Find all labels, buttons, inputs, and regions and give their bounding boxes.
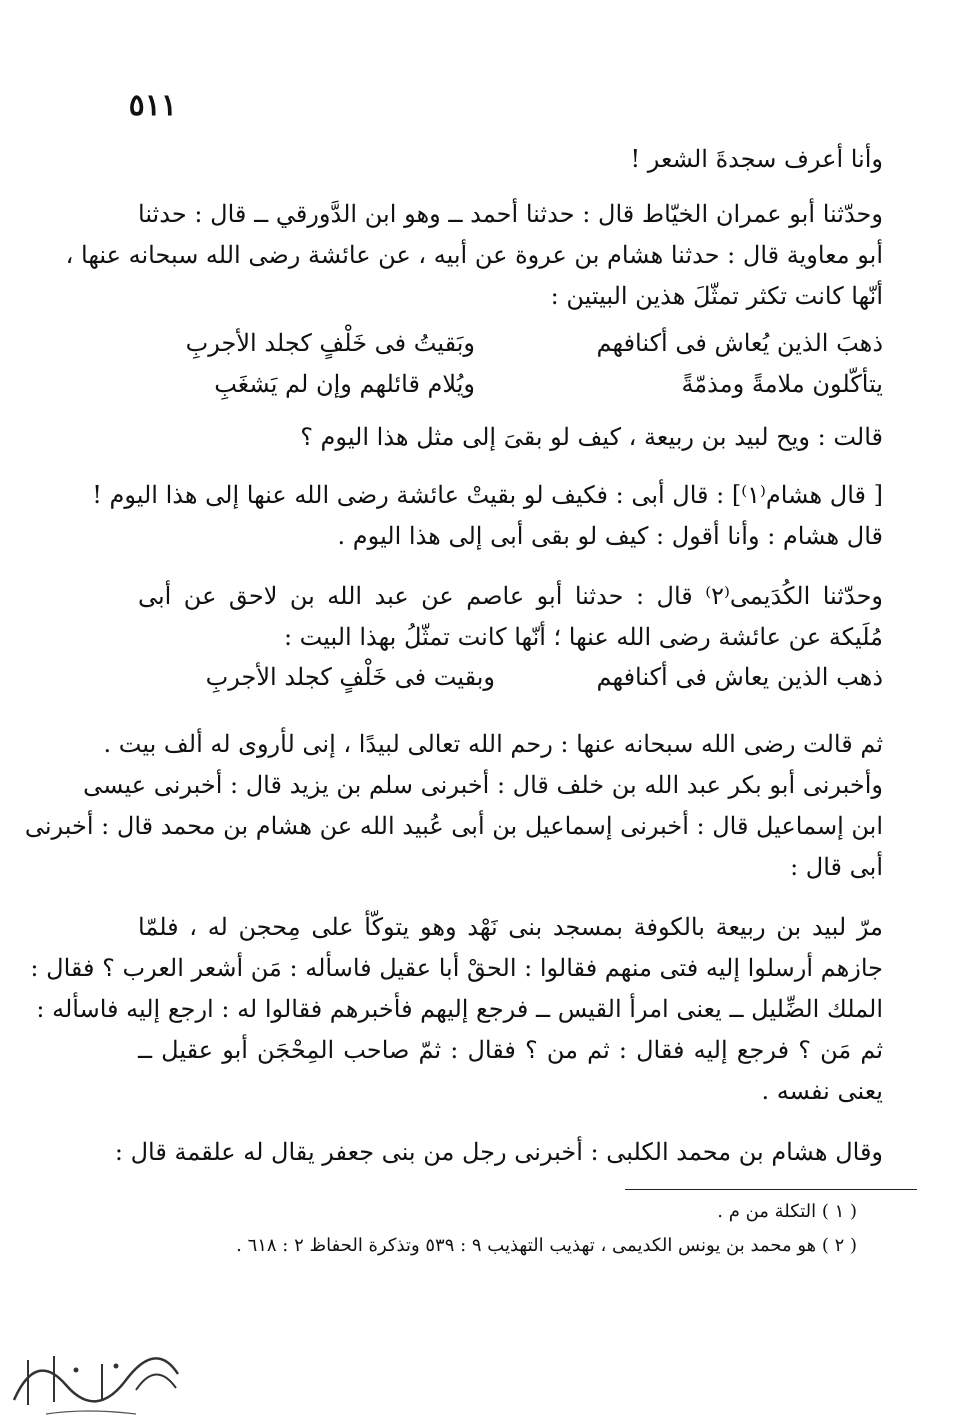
text-line: ثم قالت رضى الله سبحانه عنها : رحم الله تعالى لبيدًا ، إنى لأروى له ألف بيت . xyxy=(103,730,883,758)
footnote: ( ١ ) التكلة من م . xyxy=(717,1201,857,1222)
text-line: يعنى نفسه . xyxy=(761,1077,883,1105)
calligraphy-stamp-logo xyxy=(6,1330,186,1420)
text-line: مُلَيكة عن عائشة رضى الله عنها ؛ أنّها كانت تمثّلُ بهذا البيت : xyxy=(283,623,883,651)
text-line: [ قال هشام⁽١⁾] : قال أبى : فكيف لو بقيتْ عائشة رضى الله عنها إلى هذا اليوم ! xyxy=(92,481,883,509)
text-line: أنّها كانت تكثر تمثّلَ هذين البيتين : xyxy=(550,282,883,310)
verse-hemistich: يتأكّلون ملامةً ومذمّةً xyxy=(681,370,883,398)
text-line: ثم مَن ؟ فرجع إليه فقال : ثم من ؟ فقال : ثمّ صاحب المِحْجَن أبو عقيل ــ xyxy=(138,1036,883,1064)
text-line: أبو معاوية قال : حدثنا هشام بن عروة عن أبيه ، عن عائشة رضى الله سبحانه عنها ، xyxy=(65,241,883,269)
text-line: وقال هشام بن محمد الكلبى : أخبرنى رجل من بنى جعفر يقال له علقمة قال : xyxy=(114,1138,883,1166)
text-line: الملك الضِّليل ــ يعنى امرأ القيس ــ فرجع إليهم فأخبرهم فقالوا له : ارجع إليه فاسأله : xyxy=(36,995,883,1023)
verse-hemistich: ذهب الذين يعاش فى أكنافهم xyxy=(596,663,883,691)
text-line: جازهم أرسلوا إليه فتى منهم فقالوا : الحقْ أبا عقيل فاسأله : مَن أشعر العرب ؟ فقال : xyxy=(30,954,883,982)
verse-hemistich: وبَقيتُ فى خَلْفٍ كجلد الأجربِ xyxy=(185,329,475,357)
text-line: وأنا أعرف سجدةَ الشعر ! xyxy=(630,145,883,173)
verse-hemistich: ذهبَ الذين يُعاش فى أكنافهم xyxy=(596,329,883,357)
text-line: أبى قال : xyxy=(790,853,883,881)
text-line: وحدّثنا أبو عمران الخيّاط قال : حدثنا أحمد ــ وهو ابن الدَّورقي ــ قال : حدثنا xyxy=(138,200,883,228)
verse-hemistich: وبقيت فى خَلْفٍ كجلد الأجربِ xyxy=(205,663,495,691)
footnote-divider xyxy=(625,1189,917,1190)
page-number: ٥١١ xyxy=(128,88,177,123)
text-line: قال هشام : وأنا أقول : كيف لو بقى أبى إلى هذا اليوم . xyxy=(337,522,883,550)
text-line: ابن إسماعيل قال : أخبرنى إسماعيل بن أبى عُبيد الله عن هشام بن محمد قال : أخبرنى xyxy=(24,812,883,840)
footnote: ( ٢ ) هو محمد بن يونس الكديمى ، تهذيب التهذيب ٩ : ٥٣٩ وتذكرة الحفاظ ٢ : ٦١٨ . xyxy=(236,1235,857,1256)
text-line: مرّ لبيد بن ربيعة بالكوفة بمسجد بنى نَهْد وهو يتوكّأ على مِحجن له ، فلمّا xyxy=(138,913,883,941)
text-line: قالت : ويح لبيد بن ربيعة ، كيف لو بقىَ إلى مثل هذا اليوم ؟ xyxy=(300,423,883,451)
text-line: وحدّثنا الكُدَيمى⁽٢⁾ قال : حدثنا أبو عاصم عن عبد الله بن لاحق عن أبى xyxy=(138,582,884,610)
text-line: وأخبرنى أبو بكر عبد الله بن خلف قال : أخبرنى سلم بن يزيد قال : أخبرنى عيسى xyxy=(83,771,883,799)
verse-hemistich: ويُلام قائلهم وإن لم يَشغَبِ xyxy=(214,370,475,398)
